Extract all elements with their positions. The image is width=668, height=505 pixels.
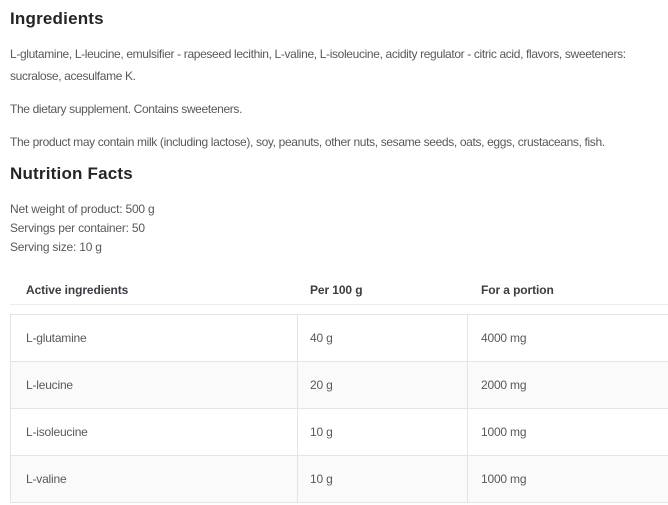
cell-per-100g-value: 10 g [298, 456, 468, 502]
allergen-note: The product may contain milk (including lactose), soy, peanuts, other nuts, sesame seeds, oats, eggs, crustaceans, fish. [10, 135, 605, 149]
table-row [11, 455, 668, 502]
column-header-per-100g: Per 100 g [310, 283, 363, 297]
cell-ingredient-name: L-valine [11, 456, 298, 502]
cell-ingredient-name: L-glutamine [11, 315, 298, 361]
dietary-supplement-note: The dietary supplement. Contains sweeteners. [10, 102, 243, 116]
cell-ingredient-name: L-isoleucine [11, 409, 298, 455]
net-weight-line: Net weight of product: 500 g [10, 202, 155, 216]
nutrition-table [10, 283, 668, 503]
table-row [11, 408, 668, 455]
serving-size-line: Serving size: 10 g [10, 240, 102, 254]
ingredients-composition-text: L-glutamine, L-leucine, emulsifier - rapeseed lecithin, L-valine, L-isoleucine, acidity regulator - citric acid, flavors, sweeteners: sucralose, acesulfame K. [10, 47, 626, 83]
nutrition-facts-title: Nutrition Facts [10, 164, 133, 183]
cell-per-100g-value: 10 g [298, 409, 468, 455]
cell-per-portion-value: 1000 mg [481, 472, 527, 486]
table-row [11, 315, 668, 361]
cell-per-portion-value: 4000 mg [481, 331, 527, 345]
cell-per-portion-value: 2000 mg [481, 378, 527, 392]
column-header-active-ingredients: Active ingredients [26, 283, 129, 297]
cell-per-100g-value: 40 g [298, 315, 468, 361]
cell-per-portion-value: 1000 mg [481, 425, 527, 439]
nutrition-table-body [10, 314, 668, 503]
servings-per-container-line: Servings per container: 50 [10, 221, 145, 235]
cell-ingredient-name: L-leucine [11, 362, 298, 408]
cell-per-100g-value: 20 g [298, 362, 468, 408]
column-header-for-a-portion: For a portion [481, 283, 554, 297]
nutrition-table-header-row [10, 283, 668, 305]
ingredients-title: Ingredients [10, 9, 104, 28]
table-row [11, 361, 668, 408]
